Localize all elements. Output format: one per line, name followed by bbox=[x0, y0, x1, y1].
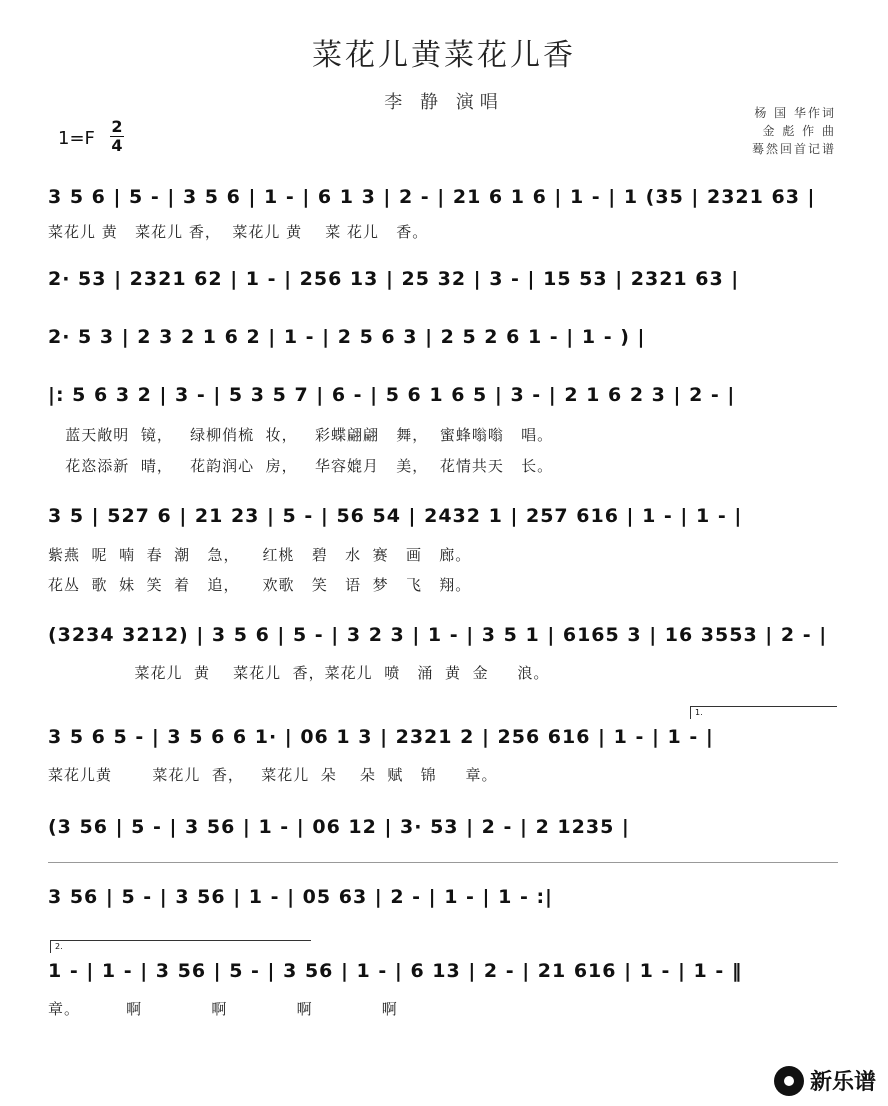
music-line-1: 3 5 6 | 5 - | 3 5 6 | 1 - | 6 1 3 | 2 - | 21 6 1 6 | 1 - | 1 (35 | 2321 63 | bbox=[48, 186, 816, 208]
music-line-8: (3 56 | 5 - | 3 56 | 1 - | 06 12 | 3· 53 | 2 - | 2 1235 | bbox=[48, 816, 630, 838]
lyric-line-7: 菜花儿黄 菜花儿 香， 菜花儿 朵 朵 赋 锦 章。 bbox=[48, 766, 498, 784]
music-line-3: 2· 5 3 | 2 3 2 1 6 2 | 1 - | 2 5 6 3 | 2 5 2 6 1 - | 1 - ) | bbox=[48, 326, 646, 348]
lyric-line-5: 花丛 歌 妹 笑 着 追， 欢歌 笑 语 梦 飞 翔。 bbox=[48, 576, 472, 594]
music-line-6: (3234 3212) | 3 5 6 | 5 - | 3 2 3 | 1 - | 3 5 1 | 6165 3 | 16 3553 | 2 - | bbox=[48, 624, 828, 646]
section-rule bbox=[48, 862, 838, 863]
lyricist: 杨 国 华作词 bbox=[754, 106, 836, 120]
song-title: 菜花儿黄菜花儿香 bbox=[312, 38, 576, 73]
logo-text: 新乐谱 bbox=[809, 1070, 876, 1095]
key-signature: 1=F bbox=[58, 128, 95, 149]
first-ending-bracket: 1. bbox=[690, 706, 837, 719]
composer-credits bbox=[752, 104, 836, 158]
music-line-2: 2· 53 | 2321 62 | 1 - | 256 13 | 25 32 | 3 - | 15 53 | 2321 63 | bbox=[48, 268, 740, 290]
music-line-5: 3 5 | 527 6 | 21 23 | 5 - | 56 54 | 2432 1 | 257 616 | 1 - | 1 - | bbox=[48, 505, 743, 527]
transcriber: 蓦然回首记谱 bbox=[751, 142, 836, 156]
time-signature bbox=[110, 118, 124, 155]
lyric-line-4: 紫燕 呢 喃 春 潮 急， 红桃 碧 水 赛 画 廊。 bbox=[48, 546, 472, 564]
lyric-line-2: 蓝天敞明 镜， 绿柳俏梳 妆， 彩蝶翩翩 舞， 蜜蜂嗡嗡 唱。 bbox=[48, 426, 554, 444]
second-ending-bracket: 2. bbox=[50, 940, 311, 953]
lyric-line-3: 花恣添新 晴， 花韵润心 房， 华容媲月 美， 花情共天 长。 bbox=[48, 457, 554, 475]
music-line-9: 3 56 | 5 - | 3 56 | 1 - | 05 63 | 2 - | 1 - | 1 - :| bbox=[48, 886, 553, 908]
meter-bottom: 4 bbox=[111, 136, 123, 155]
music-line-10: 1 - | 1 - | 3 56 | 5 - | 3 56 | 1 - | 6 13 | 2 - | 21 616 | 1 - | 1 - ‖ bbox=[48, 960, 743, 982]
site-logo bbox=[774, 1065, 876, 1096]
music-line-4: |: 5 6 3 2 | 3 - | 5 3 5 7 | 6 - | 5 6 1 6 5 | 3 - | 2 1 6 2 3 | 2 - | bbox=[48, 384, 736, 406]
lyric-line-6: 菜花儿 黄 菜花儿 香，菜花儿 喷 涌 黄 金 浪。 bbox=[48, 664, 550, 682]
lyric-line-1: 菜花儿 黄 菜花儿 香， 菜花儿 黄 菜 花儿 香。 bbox=[48, 223, 429, 241]
singer-credit: 李 静 演唱 bbox=[384, 92, 504, 113]
lyric-line-8: 章。 啊 啊 啊 啊 bbox=[48, 1000, 398, 1018]
meter-top: 2 bbox=[111, 117, 123, 136]
disc-icon bbox=[774, 1066, 804, 1096]
music-line-7: 3 5 6 5 - | 3 5 6 6 1· | 06 1 3 | 2321 2 | 256 616 | 1 - | 1 - | bbox=[48, 726, 714, 748]
composer: 金 彪 作 曲 bbox=[762, 124, 836, 138]
